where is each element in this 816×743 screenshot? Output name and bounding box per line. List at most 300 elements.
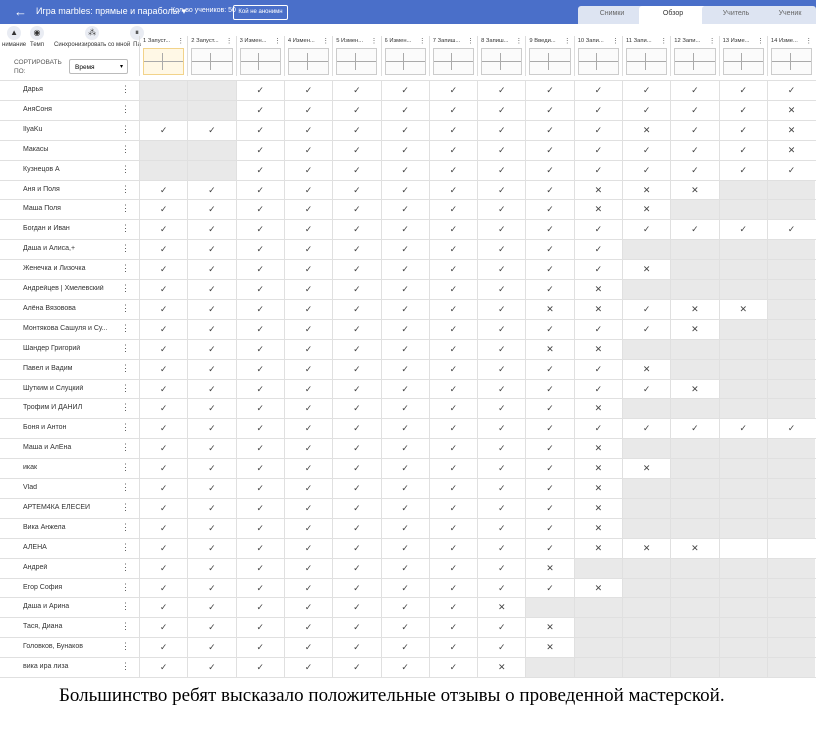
check-icon[interactable]: ✓ [332, 399, 380, 418]
not-reached-cell[interactable] [767, 300, 815, 319]
screen-thumbnail[interactable] [674, 48, 715, 75]
check-icon[interactable]: ✓ [477, 340, 525, 359]
not-reached-cell[interactable] [719, 280, 767, 299]
check-icon[interactable]: ✓ [429, 260, 477, 279]
check-icon[interactable]: ✓ [381, 200, 429, 219]
check-icon[interactable]: ✓ [477, 459, 525, 478]
anonymize-button[interactable]: Кой не анонимн [233, 5, 288, 20]
screen-thumbnail[interactable] [288, 48, 329, 75]
check-icon[interactable]: ✓ [284, 340, 332, 359]
check-icon[interactable]: ✓ [284, 121, 332, 140]
student-row[interactable] [0, 279, 816, 299]
more-vert-icon[interactable]: ⋮ [121, 302, 130, 313]
check-icon[interactable]: ✓ [187, 579, 235, 598]
check-icon[interactable]: ✓ [622, 300, 670, 319]
check-icon[interactable]: ✓ [236, 459, 284, 478]
check-icon[interactable]: ✓ [525, 181, 573, 200]
check-icon[interactable]: ✓ [332, 539, 380, 558]
check-icon[interactable]: ✓ [525, 519, 573, 538]
check-icon[interactable]: ✓ [284, 459, 332, 478]
check-icon[interactable]: ✓ [477, 399, 525, 418]
check-icon[interactable]: ✓ [187, 419, 235, 438]
check-icon[interactable]: ✓ [429, 280, 477, 299]
more-vert-icon[interactable]: ⋮ [121, 243, 130, 254]
check-icon[interactable]: ✓ [284, 439, 332, 458]
check-icon[interactable]: ✓ [429, 200, 477, 219]
not-reached-cell[interactable] [719, 459, 767, 478]
check-icon[interactable]: ✓ [236, 300, 284, 319]
cross-icon[interactable]: ✕ [622, 360, 670, 379]
cross-icon[interactable]: ✕ [574, 519, 622, 538]
check-icon[interactable]: ✓ [477, 240, 525, 259]
check-icon[interactable]: ✓ [187, 181, 235, 200]
cross-icon[interactable]: ✕ [574, 539, 622, 558]
check-icon[interactable]: ✓ [187, 539, 235, 558]
check-icon[interactable]: ✓ [284, 240, 332, 259]
check-icon[interactable]: ✓ [381, 380, 429, 399]
student-row[interactable] [0, 558, 816, 578]
check-icon[interactable]: ✓ [429, 380, 477, 399]
check-icon[interactable]: ✓ [381, 280, 429, 299]
cross-icon[interactable]: ✕ [670, 181, 718, 200]
student-row[interactable] [0, 458, 816, 478]
check-icon[interactable]: ✓ [477, 220, 525, 239]
check-icon[interactable]: ✓ [284, 200, 332, 219]
check-icon[interactable]: ✓ [429, 479, 477, 498]
more-vert-icon[interactable]: ⋮ [121, 183, 130, 194]
check-icon[interactable]: ✓ [139, 280, 187, 299]
check-icon[interactable]: ✓ [477, 579, 525, 598]
more-vert-icon[interactable]: ⋮ [177, 38, 185, 45]
check-icon[interactable]: ✓ [284, 101, 332, 120]
check-icon[interactable]: ✓ [236, 559, 284, 578]
not-reached-cell[interactable] [670, 439, 718, 458]
student-row[interactable] [0, 100, 816, 120]
check-icon[interactable]: ✓ [139, 320, 187, 339]
check-icon[interactable]: ✓ [332, 598, 380, 617]
not-reached-cell[interactable] [719, 598, 767, 617]
check-icon[interactable]: ✓ [236, 141, 284, 160]
check-icon[interactable]: ✓ [332, 559, 380, 578]
check-icon[interactable]: ✓ [429, 181, 477, 200]
screen-thumbnail[interactable] [723, 48, 764, 75]
cross-icon[interactable]: ✕ [574, 479, 622, 498]
not-reached-cell[interactable] [767, 559, 815, 578]
cross-icon[interactable]: ✕ [670, 380, 718, 399]
cross-icon[interactable]: ✕ [622, 181, 670, 200]
check-icon[interactable]: ✓ [477, 260, 525, 279]
check-icon[interactable]: ✓ [139, 220, 187, 239]
screen-column-header[interactable] [332, 36, 380, 76]
cross-icon[interactable]: ✕ [525, 638, 573, 657]
check-icon[interactable]: ✓ [332, 260, 380, 279]
check-icon[interactable]: ✓ [429, 240, 477, 259]
check-icon[interactable]: ✓ [429, 459, 477, 478]
more-vert-icon[interactable]: ⋮ [121, 203, 130, 214]
check-icon[interactable]: ✓ [381, 81, 429, 100]
check-icon[interactable]: ✓ [429, 101, 477, 120]
check-icon[interactable]: ✓ [574, 360, 622, 379]
not-reached-cell[interactable] [622, 340, 670, 359]
not-reached-cell[interactable] [622, 519, 670, 538]
check-icon[interactable]: ✓ [381, 618, 429, 637]
check-icon[interactable]: ✓ [236, 360, 284, 379]
check-icon[interactable]: ✓ [139, 519, 187, 538]
cross-icon[interactable]: ✕ [767, 141, 815, 160]
check-icon[interactable]: ✓ [525, 240, 573, 259]
pace-button[interactable] [30, 26, 44, 48]
check-icon[interactable]: ✓ [187, 499, 235, 518]
not-reached-cell[interactable] [719, 380, 767, 399]
not-reached-cell[interactable] [767, 399, 815, 418]
not-reached-cell[interactable] [719, 559, 767, 578]
check-icon[interactable]: ✓ [477, 499, 525, 518]
check-icon[interactable]: ✓ [139, 121, 187, 140]
not-reached-cell[interactable] [670, 638, 718, 657]
not-reached-cell[interactable] [767, 360, 815, 379]
cross-icon[interactable]: ✕ [574, 459, 622, 478]
student-row[interactable] [0, 398, 816, 418]
not-reached-cell[interactable] [767, 240, 815, 259]
check-icon[interactable]: ✓ [429, 220, 477, 239]
check-icon[interactable]: ✓ [622, 161, 670, 180]
not-reached-cell[interactable] [622, 399, 670, 418]
not-reached-cell[interactable] [767, 519, 815, 538]
student-row[interactable] [0, 80, 816, 100]
check-icon[interactable]: ✓ [332, 200, 380, 219]
check-icon[interactable]: ✓ [187, 260, 235, 279]
cross-icon[interactable]: ✕ [477, 598, 525, 617]
check-icon[interactable]: ✓ [236, 539, 284, 558]
check-icon[interactable]: ✓ [332, 141, 380, 160]
check-icon[interactable]: ✓ [525, 479, 573, 498]
not-reached-cell[interactable] [767, 638, 815, 657]
more-vert-icon[interactable]: ⋮ [121, 661, 130, 672]
check-icon[interactable]: ✓ [574, 380, 622, 399]
cross-icon[interactable]: ✕ [719, 300, 767, 319]
check-icon[interactable]: ✓ [477, 380, 525, 399]
check-icon[interactable]: ✓ [381, 658, 429, 677]
not-reached-cell[interactable] [670, 459, 718, 478]
not-reached-cell[interactable] [187, 161, 235, 180]
check-icon[interactable]: ✓ [477, 479, 525, 498]
screen-thumbnail[interactable] [240, 48, 281, 75]
check-icon[interactable]: ✓ [477, 101, 525, 120]
more-vert-icon[interactable]: ⋮ [273, 38, 281, 45]
not-reached-cell[interactable] [670, 240, 718, 259]
check-icon[interactable]: ✓ [236, 380, 284, 399]
not-reached-cell[interactable] [670, 280, 718, 299]
check-icon[interactable]: ✓ [525, 320, 573, 339]
check-icon[interactable]: ✓ [525, 161, 573, 180]
check-icon[interactable]: ✓ [332, 618, 380, 637]
check-icon[interactable]: ✓ [719, 419, 767, 438]
not-reached-cell[interactable] [767, 280, 815, 299]
check-icon[interactable]: ✓ [187, 320, 235, 339]
not-reached-cell[interactable] [719, 240, 767, 259]
check-icon[interactable]: ✓ [332, 121, 380, 140]
not-reached-cell[interactable] [719, 181, 767, 200]
student-row[interactable] [0, 578, 816, 598]
check-icon[interactable]: ✓ [719, 121, 767, 140]
more-vert-icon[interactable]: ⋮ [708, 38, 716, 45]
check-icon[interactable]: ✓ [381, 340, 429, 359]
screen-column-header[interactable] [719, 36, 767, 76]
check-icon[interactable]: ✓ [477, 519, 525, 538]
not-reached-cell[interactable] [670, 579, 718, 598]
cross-icon[interactable]: ✕ [622, 121, 670, 140]
check-icon[interactable]: ✓ [284, 618, 332, 637]
more-vert-icon[interactable]: ⋮ [225, 38, 233, 45]
not-reached-cell[interactable] [670, 200, 718, 219]
check-icon[interactable]: ✓ [477, 618, 525, 637]
check-icon[interactable]: ✓ [477, 200, 525, 219]
check-icon[interactable]: ✓ [381, 499, 429, 518]
empty-cell[interactable] [767, 539, 815, 558]
check-icon[interactable]: ✓ [429, 439, 477, 458]
student-row[interactable] [0, 219, 816, 239]
check-icon[interactable]: ✓ [187, 280, 235, 299]
check-icon[interactable]: ✓ [767, 81, 815, 100]
student-row[interactable] [0, 339, 816, 359]
check-icon[interactable]: ✓ [187, 519, 235, 538]
check-icon[interactable]: ✓ [284, 280, 332, 299]
not-reached-cell[interactable] [670, 360, 718, 379]
not-reached-cell[interactable] [670, 598, 718, 617]
check-icon[interactable]: ✓ [429, 579, 477, 598]
check-icon[interactable]: ✓ [477, 280, 525, 299]
more-vert-icon[interactable]: ⋮ [563, 38, 571, 45]
check-icon[interactable]: ✓ [187, 340, 235, 359]
check-icon[interactable]: ✓ [332, 380, 380, 399]
cross-icon[interactable]: ✕ [767, 121, 815, 140]
check-icon[interactable]: ✓ [332, 519, 380, 538]
check-icon[interactable]: ✓ [236, 658, 284, 677]
not-reached-cell[interactable] [622, 439, 670, 458]
cross-icon[interactable]: ✕ [574, 300, 622, 319]
not-reached-cell[interactable] [187, 101, 235, 120]
cross-icon[interactable]: ✕ [670, 539, 718, 558]
check-icon[interactable]: ✓ [574, 161, 622, 180]
not-reached-cell[interactable] [719, 499, 767, 518]
check-icon[interactable]: ✓ [429, 399, 477, 418]
check-icon[interactable]: ✓ [477, 141, 525, 160]
check-icon[interactable]: ✓ [236, 579, 284, 598]
check-icon[interactable]: ✓ [236, 320, 284, 339]
student-row[interactable] [0, 319, 816, 339]
check-icon[interactable]: ✓ [236, 101, 284, 120]
check-icon[interactable]: ✓ [574, 121, 622, 140]
check-icon[interactable]: ✓ [622, 380, 670, 399]
student-row[interactable] [0, 518, 816, 538]
check-icon[interactable]: ✓ [332, 161, 380, 180]
check-icon[interactable]: ✓ [622, 320, 670, 339]
check-icon[interactable]: ✓ [477, 121, 525, 140]
check-icon[interactable]: ✓ [236, 499, 284, 518]
check-icon[interactable]: ✓ [332, 81, 380, 100]
check-icon[interactable]: ✓ [381, 240, 429, 259]
check-icon[interactable]: ✓ [670, 419, 718, 438]
check-icon[interactable]: ✓ [139, 459, 187, 478]
check-icon[interactable]: ✓ [622, 220, 670, 239]
not-reached-cell[interactable] [670, 559, 718, 578]
check-icon[interactable]: ✓ [381, 579, 429, 598]
more-vert-icon[interactable]: ⋮ [121, 223, 130, 234]
not-reached-cell[interactable] [767, 380, 815, 399]
check-icon[interactable]: ✓ [236, 161, 284, 180]
check-icon[interactable]: ✓ [284, 399, 332, 418]
more-vert-icon[interactable]: ⋮ [805, 38, 813, 45]
check-icon[interactable]: ✓ [381, 598, 429, 617]
check-icon[interactable]: ✓ [332, 240, 380, 259]
not-reached-cell[interactable] [670, 519, 718, 538]
check-icon[interactable]: ✓ [284, 559, 332, 578]
cross-icon[interactable]: ✕ [622, 200, 670, 219]
check-icon[interactable]: ✓ [381, 161, 429, 180]
check-icon[interactable]: ✓ [381, 419, 429, 438]
not-reached-cell[interactable] [622, 618, 670, 637]
check-icon[interactable]: ✓ [139, 579, 187, 598]
not-reached-cell[interactable] [574, 658, 622, 677]
check-icon[interactable]: ✓ [284, 380, 332, 399]
check-icon[interactable]: ✓ [332, 300, 380, 319]
student-row[interactable] [0, 140, 816, 160]
check-icon[interactable]: ✓ [236, 618, 284, 637]
check-icon[interactable]: ✓ [670, 121, 718, 140]
check-icon[interactable]: ✓ [332, 479, 380, 498]
check-icon[interactable]: ✓ [429, 81, 477, 100]
screen-column-header[interactable] [767, 36, 815, 76]
check-icon[interactable]: ✓ [429, 499, 477, 518]
check-icon[interactable]: ✓ [139, 340, 187, 359]
not-reached-cell[interactable] [719, 200, 767, 219]
not-reached-cell[interactable] [767, 439, 815, 458]
check-icon[interactable]: ✓ [284, 479, 332, 498]
back-arrow-icon[interactable]: ← [14, 4, 27, 19]
check-icon[interactable]: ✓ [622, 141, 670, 160]
not-reached-cell[interactable] [670, 260, 718, 279]
check-icon[interactable]: ✓ [525, 141, 573, 160]
student-row[interactable] [0, 299, 816, 319]
not-reached-cell[interactable] [622, 280, 670, 299]
check-icon[interactable]: ✓ [525, 499, 573, 518]
screen-column-header[interactable] [139, 36, 187, 76]
not-reached-cell[interactable] [767, 459, 815, 478]
check-icon[interactable]: ✓ [284, 658, 332, 677]
check-icon[interactable]: ✓ [139, 360, 187, 379]
not-reached-cell[interactable] [767, 658, 815, 677]
check-icon[interactable]: ✓ [429, 121, 477, 140]
check-icon[interactable]: ✓ [332, 638, 380, 657]
not-reached-cell[interactable] [670, 499, 718, 518]
check-icon[interactable]: ✓ [477, 539, 525, 558]
cross-icon[interactable]: ✕ [574, 280, 622, 299]
check-icon[interactable]: ✓ [670, 101, 718, 120]
check-icon[interactable]: ✓ [284, 81, 332, 100]
check-icon[interactable]: ✓ [574, 141, 622, 160]
check-icon[interactable]: ✓ [284, 499, 332, 518]
screen-column-header[interactable] [429, 36, 477, 76]
check-icon[interactable]: ✓ [236, 240, 284, 259]
screen-thumbnail[interactable] [191, 48, 232, 75]
check-icon[interactable]: ✓ [284, 260, 332, 279]
check-icon[interactable]: ✓ [187, 658, 235, 677]
check-icon[interactable]: ✓ [236, 439, 284, 458]
check-icon[interactable]: ✓ [719, 101, 767, 120]
check-icon[interactable]: ✓ [381, 459, 429, 478]
check-icon[interactable]: ✓ [332, 101, 380, 120]
check-icon[interactable]: ✓ [429, 519, 477, 538]
cross-icon[interactable]: ✕ [574, 181, 622, 200]
check-icon[interactable]: ✓ [332, 579, 380, 598]
check-icon[interactable]: ✓ [332, 459, 380, 478]
not-reached-cell[interactable] [622, 240, 670, 259]
check-icon[interactable]: ✓ [139, 419, 187, 438]
check-icon[interactable]: ✓ [187, 360, 235, 379]
cross-icon[interactable]: ✕ [574, 579, 622, 598]
check-icon[interactable]: ✓ [719, 81, 767, 100]
more-vert-icon[interactable]: ⋮ [121, 263, 130, 274]
screen-column-header[interactable] [525, 36, 573, 76]
more-vert-icon[interactable]: ⋮ [121, 322, 130, 333]
check-icon[interactable]: ✓ [284, 419, 332, 438]
check-icon[interactable]: ✓ [284, 579, 332, 598]
check-icon[interactable]: ✓ [622, 101, 670, 120]
check-icon[interactable]: ✓ [525, 280, 573, 299]
not-reached-cell[interactable] [187, 141, 235, 160]
not-reached-cell[interactable] [767, 579, 815, 598]
check-icon[interactable]: ✓ [139, 240, 187, 259]
not-reached-cell[interactable] [719, 399, 767, 418]
check-icon[interactable]: ✓ [332, 658, 380, 677]
more-vert-icon[interactable]: ⋮ [121, 442, 130, 453]
more-vert-icon[interactable]: ⋮ [121, 462, 130, 473]
check-icon[interactable]: ✓ [381, 519, 429, 538]
check-icon[interactable]: ✓ [381, 539, 429, 558]
check-icon[interactable]: ✓ [381, 439, 429, 458]
not-reached-cell[interactable] [139, 101, 187, 120]
check-icon[interactable]: ✓ [525, 220, 573, 239]
check-icon[interactable]: ✓ [284, 161, 332, 180]
attention-button[interactable] [2, 26, 26, 48]
check-icon[interactable]: ✓ [525, 439, 573, 458]
check-icon[interactable]: ✓ [381, 121, 429, 140]
more-vert-icon[interactable]: ⋮ [121, 84, 130, 94]
check-icon[interactable]: ✓ [284, 320, 332, 339]
more-vert-icon[interactable]: ⋮ [121, 283, 130, 293]
screen-column-header[interactable] [477, 36, 525, 76]
student-row[interactable] [0, 637, 816, 657]
check-icon[interactable]: ✓ [429, 598, 477, 617]
not-reached-cell[interactable] [719, 340, 767, 359]
check-icon[interactable]: ✓ [381, 360, 429, 379]
check-icon[interactable]: ✓ [381, 141, 429, 160]
cross-icon[interactable]: ✕ [574, 499, 622, 518]
screen-thumbnail[interactable] [771, 48, 812, 75]
student-row[interactable] [0, 259, 816, 279]
student-row[interactable] [0, 120, 816, 140]
check-icon[interactable]: ✓ [574, 101, 622, 120]
check-icon[interactable]: ✓ [187, 300, 235, 319]
screen-column-header[interactable] [622, 36, 670, 76]
check-icon[interactable]: ✓ [477, 320, 525, 339]
check-icon[interactable]: ✓ [477, 181, 525, 200]
not-reached-cell[interactable] [719, 579, 767, 598]
cross-icon[interactable]: ✕ [574, 439, 622, 458]
student-row[interactable] [0, 657, 816, 677]
more-vert-icon[interactable]: ⋮ [370, 38, 378, 45]
student-row[interactable] [0, 498, 816, 518]
